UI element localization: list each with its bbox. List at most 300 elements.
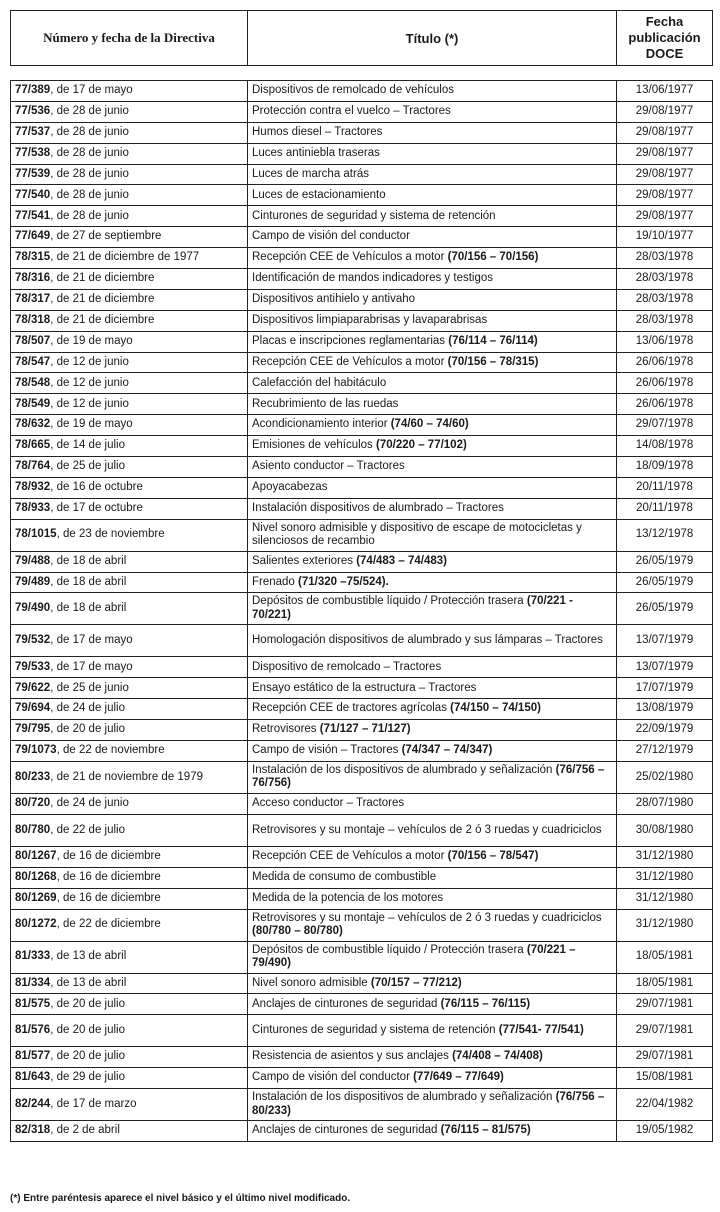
- directive-cell: [11, 625, 248, 657]
- directive-reference: (76/115 – 81/575): [440, 1124, 531, 1137]
- directive-number: 79/490: [15, 602, 51, 615]
- directive-cell: [11, 164, 248, 185]
- directive-cell: [11, 310, 248, 331]
- title-cell: [248, 122, 617, 143]
- table-row: [11, 720, 713, 741]
- title-cell: [248, 143, 617, 164]
- directive-title: Homologación dispositivos de alumbrado y sus lámparas – Tractores: [252, 634, 603, 647]
- directive-number: 79/795: [15, 723, 51, 736]
- directive-date: , de 28 de junio: [50, 125, 129, 138]
- table-row: [11, 164, 713, 185]
- title-cell: [248, 1047, 617, 1068]
- directive-number: 81/576: [15, 1024, 51, 1037]
- directive-title: Resistencia de asientos y sus anclajes: [252, 1050, 453, 1063]
- directive-title: Emisiones de vehículos: [252, 439, 377, 452]
- directive-reference: (70/156 – 78/315): [447, 355, 539, 368]
- directive-cell: [11, 122, 248, 143]
- directives-table: [10, 80, 713, 1142]
- directives-table-body: [11, 81, 713, 1142]
- publication-date: 31/12/1980: [617, 867, 713, 888]
- publication-date: 29/08/1977: [617, 143, 713, 164]
- title-cell: [248, 551, 617, 572]
- directive-reference: (70/157 – 77/212): [370, 976, 462, 989]
- table-row: [11, 436, 713, 457]
- directive-cell: [11, 436, 248, 457]
- publication-date: 13/07/1979: [617, 625, 713, 657]
- directive-cell: [11, 143, 248, 164]
- directive-number: 78/1015: [15, 528, 57, 541]
- directive-date: , de 22 de julio: [50, 823, 125, 836]
- directive-number: 79/488: [15, 554, 51, 567]
- directive-date: , de 22 de diciembre: [56, 918, 161, 931]
- table-row: [11, 310, 713, 331]
- directive-title: Anclajes de cinturones de seguridad: [252, 997, 441, 1010]
- directive-number: 78/547: [15, 355, 51, 368]
- directive-title: Medida de consumo de combustible: [252, 870, 437, 883]
- directive-reference: (77/541- 77/541): [498, 1024, 584, 1037]
- table-row: [11, 593, 713, 625]
- directive-number: 79/532: [15, 634, 51, 647]
- column-header-directive: Número y fecha de la Directiva: [11, 11, 248, 66]
- directive-reference: (76/115 – 76/115): [440, 997, 531, 1010]
- directive-date: , de 28 de junio: [50, 146, 129, 159]
- directive-title: Calefacción del habitáculo: [252, 376, 387, 389]
- title-cell: [248, 846, 617, 867]
- directive-cell: [11, 888, 248, 909]
- publication-date: 31/12/1980: [617, 888, 713, 909]
- table-row: [11, 678, 713, 699]
- directive-title: Instalación de los dispositivos de alumbrado y señalización: [252, 763, 556, 776]
- directive-title: Recepción CEE de tractores agrícolas: [252, 702, 451, 715]
- title-cell: [248, 185, 617, 206]
- directive-date: , de 18 de abril: [50, 602, 127, 615]
- directive-cell: [11, 572, 248, 593]
- directive-date: , de 12 de junio: [50, 355, 129, 368]
- directive-title: Cinturones de seguridad y sistema de retención: [252, 1024, 499, 1037]
- directive-date: , de 16 de octubre: [50, 481, 143, 494]
- publication-date: 27/12/1979: [617, 741, 713, 762]
- directive-cell: [11, 331, 248, 352]
- publication-date: 13/07/1979: [617, 657, 713, 678]
- directive-date: , de 20 de julio: [50, 1024, 125, 1037]
- directive-number: 80/1269: [15, 891, 57, 904]
- directive-title: Dispositivos de remolcado de vehículos: [252, 84, 454, 97]
- directive-title: Acceso conductor – Tractores: [252, 797, 405, 810]
- title-cell: [248, 415, 617, 436]
- directive-title: Dispositivos antihielo y antivaho: [252, 293, 416, 306]
- directive-number: 78/764: [15, 460, 51, 473]
- directive-title: Anclajes de cinturones de seguridad: [252, 1124, 441, 1137]
- directive-reference: (74/483 – 74/483): [356, 554, 447, 567]
- directive-title: Frenado: [252, 575, 299, 588]
- directive-title: Dispositivos limpiaparabrisas y lavaparabrisas: [252, 313, 488, 326]
- directive-title: Nivel sonoro admisible: [252, 976, 371, 989]
- directive-cell: [11, 1121, 248, 1142]
- publication-date: 26/06/1978: [617, 394, 713, 415]
- title-cell: [248, 572, 617, 593]
- directive-number: 77/389: [15, 84, 51, 97]
- title-cell: [248, 625, 617, 657]
- directive-cell: [11, 415, 248, 436]
- directive-reference: (74/347 – 74/347): [401, 744, 493, 757]
- title-cell: [248, 1015, 617, 1047]
- directive-number: 77/536: [15, 105, 51, 118]
- publication-date: 14/08/1978: [617, 436, 713, 457]
- directive-date: , de 28 de junio: [50, 188, 129, 201]
- title-cell: [248, 289, 617, 310]
- table-row: [11, 1015, 713, 1047]
- directive-date: , de 23 de noviembre: [56, 528, 165, 541]
- directive-date: , de 21 de diciembre: [50, 272, 155, 285]
- column-header-publication-line3: DOCE: [645, 46, 684, 61]
- directive-reference: (70/220 – 77/102): [376, 439, 467, 452]
- table-row: [11, 699, 713, 720]
- directive-cell: [11, 206, 248, 227]
- table-row: [11, 888, 713, 909]
- title-cell: [248, 699, 617, 720]
- publication-date: 26/06/1978: [617, 352, 713, 373]
- directive-number: 78/315: [15, 251, 51, 264]
- directive-cell: [11, 227, 248, 248]
- title-cell: [248, 1068, 617, 1089]
- publication-date: 26/05/1979: [617, 572, 713, 593]
- table-row: [11, 793, 713, 814]
- directive-title: Recepción CEE de Vehículos a motor: [252, 251, 448, 264]
- directive-date: , de 13 de abril: [50, 950, 127, 963]
- title-cell: [248, 941, 617, 973]
- directive-number: 78/316: [15, 272, 51, 285]
- directive-cell: [11, 498, 248, 519]
- directive-reference: (74/60 – 74/60): [390, 418, 469, 431]
- directive-date: , de 21 de diciembre de 1977: [50, 251, 200, 264]
- publication-date: 13/12/1978: [617, 519, 713, 551]
- directive-cell: [11, 846, 248, 867]
- publication-date: 18/09/1978: [617, 457, 713, 478]
- table-row: [11, 572, 713, 593]
- table-row: [11, 1068, 713, 1089]
- publication-date: 13/08/1979: [617, 699, 713, 720]
- table-row: [11, 394, 713, 415]
- title-cell: [248, 477, 617, 498]
- directive-number: 81/575: [15, 997, 51, 1010]
- directive-date: , de 2 de abril: [50, 1124, 120, 1137]
- directive-cell: [11, 81, 248, 102]
- title-cell: [248, 101, 617, 122]
- directive-number: 78/665: [15, 439, 51, 452]
- title-cell: [248, 373, 617, 394]
- publication-date: 17/07/1979: [617, 678, 713, 699]
- directive-date: , de 19 de mayo: [50, 334, 133, 347]
- directive-title: Campo de visión del conductor: [252, 1071, 414, 1084]
- column-header-title: Título (*): [248, 11, 617, 66]
- directive-date: , de 21 de diciembre: [50, 293, 155, 306]
- title-cell: [248, 657, 617, 678]
- directive-reference: (74/150 – 74/150): [450, 702, 541, 715]
- table-row: [11, 122, 713, 143]
- directive-title: Campo de visión – Tractores: [252, 744, 402, 757]
- directive-title: Retrovisores y su montaje – vehículos de 2 ó 3 ruedas y cuadriciclos: [252, 911, 602, 924]
- directive-title: Identificación de mandos indicadores y testigos: [252, 272, 494, 285]
- publication-date: 29/08/1977: [617, 101, 713, 122]
- title-cell: [248, 909, 617, 941]
- table-row: [11, 741, 713, 762]
- table-row: [11, 867, 713, 888]
- directive-cell: [11, 814, 248, 846]
- table-row: [11, 331, 713, 352]
- title-cell: [248, 394, 617, 415]
- directive-title: Recepción CEE de Vehículos a motor: [252, 850, 448, 863]
- table-row: [11, 973, 713, 994]
- table-row: [11, 185, 713, 206]
- title-cell: [248, 741, 617, 762]
- publication-date: 30/08/1980: [617, 814, 713, 846]
- directive-title: Luces de estacionamiento: [252, 188, 386, 201]
- table-row: [11, 994, 713, 1015]
- title-cell: [248, 352, 617, 373]
- publication-date: 26/05/1979: [617, 593, 713, 625]
- table-row: [11, 625, 713, 657]
- publication-date: 19/05/1982: [617, 1121, 713, 1142]
- directive-cell: [11, 973, 248, 994]
- table-row: [11, 1089, 713, 1121]
- directive-title: Placas e inscripciones reglamentarias: [252, 334, 449, 347]
- title-cell: [248, 1089, 617, 1121]
- table-row: [11, 657, 713, 678]
- directive-date: , de 19 de mayo: [50, 418, 133, 431]
- publication-date: 20/11/1978: [617, 477, 713, 498]
- table-row: [11, 457, 713, 478]
- table-row: [11, 289, 713, 310]
- directive-cell: [11, 477, 248, 498]
- directive-date: , de 12 de junio: [50, 376, 129, 389]
- publication-date: 28/03/1978: [617, 310, 713, 331]
- directive-title: Recubrimiento de las ruedas: [252, 397, 399, 410]
- directive-number: 77/541: [15, 209, 51, 222]
- table-row: [11, 941, 713, 973]
- publication-date: 29/08/1977: [617, 122, 713, 143]
- directive-number: 77/540: [15, 188, 51, 201]
- title-cell: [248, 164, 617, 185]
- table-row: [11, 81, 713, 102]
- publication-date: 29/07/1981: [617, 994, 713, 1015]
- directive-title: Ensayo estático de la estructura – Tractores: [252, 681, 477, 694]
- title-cell: [248, 498, 617, 519]
- directive-date: , de 16 de diciembre: [56, 891, 161, 904]
- publication-date: 15/08/1981: [617, 1068, 713, 1089]
- directive-cell: [11, 101, 248, 122]
- directive-title: Salientes exteriores: [252, 554, 357, 567]
- directive-date: , de 13 de abril: [50, 976, 127, 989]
- directive-reference: (76/756 – 76/756): [252, 763, 605, 790]
- publication-date: 29/07/1978: [617, 415, 713, 436]
- directive-date: , de 16 de diciembre: [56, 850, 161, 863]
- directive-number: 79/533: [15, 660, 51, 673]
- table-row: [11, 909, 713, 941]
- directive-cell: [11, 761, 248, 793]
- publication-date: 13/06/1978: [617, 331, 713, 352]
- directive-number: 78/507: [15, 334, 51, 347]
- directive-cell: [11, 1015, 248, 1047]
- table-row: [11, 1121, 713, 1142]
- title-cell: [248, 436, 617, 457]
- directive-number: 78/549: [15, 397, 51, 410]
- directive-reference: (74/408 – 74/408): [452, 1050, 543, 1063]
- directive-number: 77/539: [15, 167, 51, 180]
- directive-cell: [11, 793, 248, 814]
- title-cell: [248, 81, 617, 102]
- directive-number: 78/548: [15, 376, 51, 389]
- directive-cell: [11, 741, 248, 762]
- directive-title: Apoyacabezas: [252, 481, 328, 494]
- table-row: [11, 551, 713, 572]
- directive-cell: [11, 909, 248, 941]
- directive-date: , de 28 de junio: [50, 105, 129, 118]
- directive-number: 79/489: [15, 575, 51, 588]
- directive-title: Dispositivo de remolcado – Tractores: [252, 660, 442, 673]
- directive-reference: (76/114 – 76/114): [448, 334, 538, 347]
- directive-date: , de 22 de noviembre: [56, 744, 165, 757]
- table-row: [11, 206, 713, 227]
- title-cell: [248, 457, 617, 478]
- directive-title: Retrovisores: [252, 723, 320, 736]
- directive-date: , de 17 de mayo: [50, 84, 133, 97]
- directive-number: 77/537: [15, 125, 51, 138]
- directive-date: , de 28 de junio: [50, 209, 129, 222]
- column-header-publication-line2: publicación: [628, 30, 701, 45]
- directive-cell: [11, 373, 248, 394]
- directive-title: Depósitos de combustible líquido / Protección trasera: [252, 595, 527, 608]
- directive-number: 77/649: [15, 230, 51, 243]
- table-row: [11, 415, 713, 436]
- directive-number: 80/720: [15, 797, 51, 810]
- directive-number: 78/933: [15, 502, 51, 514]
- title-cell: [248, 331, 617, 352]
- table-row: [11, 269, 713, 290]
- publication-date: 19/10/1977: [617, 227, 713, 248]
- table-row: [11, 352, 713, 373]
- publication-date: 29/08/1977: [617, 206, 713, 227]
- directive-cell: [11, 678, 248, 699]
- title-cell: [248, 994, 617, 1015]
- publication-date: 31/12/1980: [617, 846, 713, 867]
- directive-cell: [11, 1089, 248, 1121]
- directive-date: , de 28 de junio: [50, 167, 129, 180]
- table-row: [11, 143, 713, 164]
- directive-number: 81/577: [15, 1050, 51, 1063]
- publication-date: 26/06/1978: [617, 373, 713, 394]
- directive-reference: (71/320 –75/524).: [298, 575, 389, 588]
- directive-cell: [11, 185, 248, 206]
- directive-cell: [11, 248, 248, 269]
- column-header-publication: [617, 11, 713, 66]
- directive-cell: [11, 269, 248, 290]
- directive-reference: (80/780 – 80/780): [252, 925, 343, 937]
- directive-number: 78/932: [15, 481, 51, 494]
- publication-date: 26/05/1979: [617, 551, 713, 572]
- directive-number: 79/622: [15, 681, 51, 694]
- directive-cell: [11, 1047, 248, 1068]
- publication-date: 22/04/1982: [617, 1089, 713, 1121]
- directive-date: , de 17 de octubre: [50, 502, 143, 514]
- directive-date: , de 16 de diciembre: [56, 870, 161, 883]
- publication-date: 25/02/1980: [617, 761, 713, 793]
- title-cell: [248, 269, 617, 290]
- publication-date: 29/08/1977: [617, 164, 713, 185]
- directive-cell: [11, 551, 248, 572]
- publication-date: 29/08/1977: [617, 185, 713, 206]
- publication-date: 13/06/1977: [617, 81, 713, 102]
- directive-title: Cinturones de seguridad y sistema de retención: [252, 209, 496, 222]
- directive-date: , de 14 de julio: [50, 439, 125, 452]
- directive-number: 82/244: [15, 1097, 51, 1110]
- directive-date: , de 20 de julio: [50, 1050, 125, 1063]
- table-row: [11, 498, 713, 519]
- directive-number: 78/318: [15, 313, 51, 326]
- publication-date: 18/05/1981: [617, 941, 713, 973]
- directive-reference: (70/156 – 78/547): [447, 850, 539, 863]
- directive-date: , de 17 de mayo: [50, 634, 133, 647]
- table-row: [11, 373, 713, 394]
- directive-number: 79/694: [15, 702, 51, 715]
- title-cell: [248, 1121, 617, 1142]
- directive-title: Retrovisores y su montaje – vehículos de 2 ó 3 ruedas y cuadriciclos: [252, 823, 602, 836]
- directive-number: 78/632: [15, 418, 51, 431]
- directive-reference: (76/756 – 80/233): [252, 1091, 605, 1117]
- publication-date: 28/07/1980: [617, 793, 713, 814]
- title-cell: [248, 720, 617, 741]
- publication-date: 31/12/1980: [617, 909, 713, 941]
- table-row: [11, 761, 713, 793]
- directive-title: Humos diesel – Tractores: [252, 125, 383, 138]
- title-cell: [248, 227, 617, 248]
- directive-reference: (70/221 - 70/221): [252, 595, 573, 621]
- directive-date: , de 18 de abril: [50, 554, 127, 567]
- title-cell: [248, 248, 617, 269]
- directive-number: 80/780: [15, 823, 51, 836]
- publication-date: 20/11/1978: [617, 498, 713, 519]
- directive-cell: [11, 720, 248, 741]
- title-cell: [248, 867, 617, 888]
- directive-number: 80/1272: [15, 918, 57, 931]
- directive-date: , de 12 de junio: [50, 397, 129, 410]
- directive-reference: (70/221 – 79/490): [252, 943, 576, 969]
- directive-number: 81/334: [15, 976, 51, 989]
- column-header-publication-line1: Fecha: [645, 14, 684, 29]
- title-cell: [248, 678, 617, 699]
- directive-date: , de 27 de septiembre: [50, 230, 162, 243]
- directive-title: Luces de marcha atrás: [252, 167, 369, 180]
- table-row: [11, 846, 713, 867]
- title-cell: [248, 793, 617, 814]
- table-row: [11, 814, 713, 846]
- table-header: [10, 10, 713, 66]
- directive-number: 80/1268: [15, 870, 57, 883]
- publication-date: 28/03/1978: [617, 269, 713, 290]
- directive-cell: [11, 289, 248, 310]
- directive-title: Campo de visión del conductor: [252, 230, 410, 243]
- directive-number: 80/233: [15, 770, 51, 783]
- directive-cell: [11, 593, 248, 625]
- publication-date: 22/09/1979: [617, 720, 713, 741]
- directive-cell: [11, 941, 248, 973]
- directive-cell: [11, 994, 248, 1015]
- directive-cell: [11, 1068, 248, 1089]
- table-row: [11, 477, 713, 498]
- directive-number: 82/318: [15, 1124, 51, 1137]
- directive-number: 81/643: [15, 1071, 51, 1084]
- title-cell: [248, 310, 617, 331]
- directive-title: Luces antiniebla traseras: [252, 146, 380, 159]
